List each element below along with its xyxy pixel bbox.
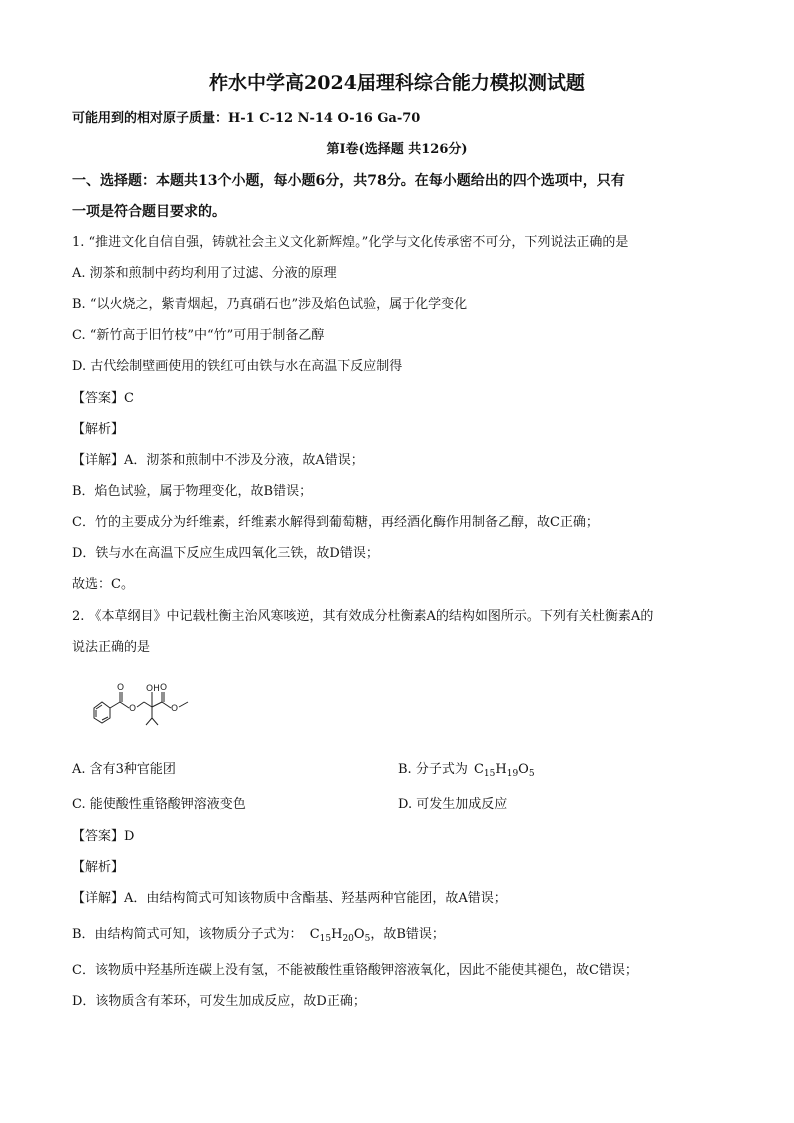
- q1-option-a: A. 沏茶和煎制中药均利用了过滤、分液的原理: [72, 266, 337, 281]
- q2-detail-b: B．由结构简式可知，该物质分子式为： $C_{15}H_{20}O_5$，故B错误；: [72, 927, 445, 944]
- page-title: 柞水中学高2024届理科综合能力模拟测试题: [209, 72, 585, 94]
- ester-oxygen-2: O: [171, 704, 179, 714]
- q1-answer: 【答案】C: [72, 391, 134, 406]
- q2-detail-d: D．该物质含有苯环，可发生加成反应，故D正确；: [72, 994, 366, 1009]
- carbonyl-oxygen-2: O: [160, 683, 168, 693]
- q2-detail-a: 【详解】A．由结构简式可知该物质中含酯基、羟基两种官能团，故A错误；: [72, 891, 507, 906]
- q2-option-b: [398, 761, 535, 779]
- q1-detail-a: 【详解】A．沏茶和煎制中不涉及分液，故A错误；: [72, 453, 364, 468]
- q1-detail-d: D．铁与水在高温下反应生成四氧化三铁，故D错误；: [72, 546, 379, 561]
- q2-analysis-label: 【解析】: [72, 860, 125, 875]
- section-heading-line2: 一项是符合题目要求的。: [72, 204, 226, 220]
- part-heading: 第Ⅰ卷(选择题 共126分): [326, 142, 468, 157]
- q2-stem-line2: 说法正确的是: [72, 640, 151, 655]
- ester-oxygen-1: O: [129, 704, 137, 714]
- q1-conclusion: 故选：C。: [72, 577, 134, 592]
- q2-option-b-formula: $C_{15}H_{19}O_5$: [473, 762, 535, 779]
- q1-option-c: C. “新竹高于旧竹枝”中“竹”可用于制备乙醇: [72, 328, 325, 343]
- q1-analysis-label: 【解析】: [72, 422, 125, 437]
- hydroxyl-label: OH: [146, 684, 160, 694]
- q1-detail-c: C．竹的主要成分为纤维素，纤维素水解得到葡萄糖，再经酒化酶作用制备乙醇，故C正确；: [72, 515, 599, 530]
- q2-detail-c: C．该物质中羟基所连碳上没有氢，不能被酸性重铬酸钾溶液氧化，因此不能使其褪色，故C错误；: [72, 963, 638, 978]
- structure-diagram: [86, 680, 216, 740]
- carbonyl-oxygen-1: O: [117, 683, 125, 693]
- q2-stem-line1: 2. 《本草纲目》中记载杜衡主治风寒咳逆，其有效成分杜衡素A的结构如图所示。下列有关杜衡素A的: [72, 609, 654, 624]
- q2-detail-b-formula: $C_{15}H_{20}O_5$: [309, 927, 371, 944]
- section-heading-line1: 一、选择题：本题共13个小题，每小题6分，共78分。在每小题给出的四个选项中，只有: [72, 173, 625, 189]
- q2-option-a: A. 含有3种官能团: [72, 762, 176, 777]
- q2-option-b-label: B. 分子式为: [398, 762, 468, 777]
- atomic-masses: 可能用到的相对原子质量：H-1 C-12 N-14 O-16 Ga-70: [72, 111, 421, 126]
- q2-option-d: D. 可发生加成反应: [398, 797, 508, 812]
- q1-stem: 1. “推进文化自信自强，铸就社会主义文化新辉煌。”化学与文化传承密不可分，下列说法正确的是: [72, 235, 629, 250]
- q2-answer: 【答案】D: [72, 829, 135, 844]
- q1-option-b: B. “以火烧之，紫青烟起，乃真硝石也”涉及焰色试验，属于化学变化: [72, 297, 468, 312]
- q1-option-d: D. 古代绘制壁画使用的铁红可由铁与水在高温下反应制得: [72, 359, 403, 374]
- q2-option-c: C. 能使酸性重铬酸钾溶液变色: [72, 797, 246, 812]
- q1-detail-b: B．焰色试验，属于物理变化，故B错误；: [72, 484, 313, 499]
